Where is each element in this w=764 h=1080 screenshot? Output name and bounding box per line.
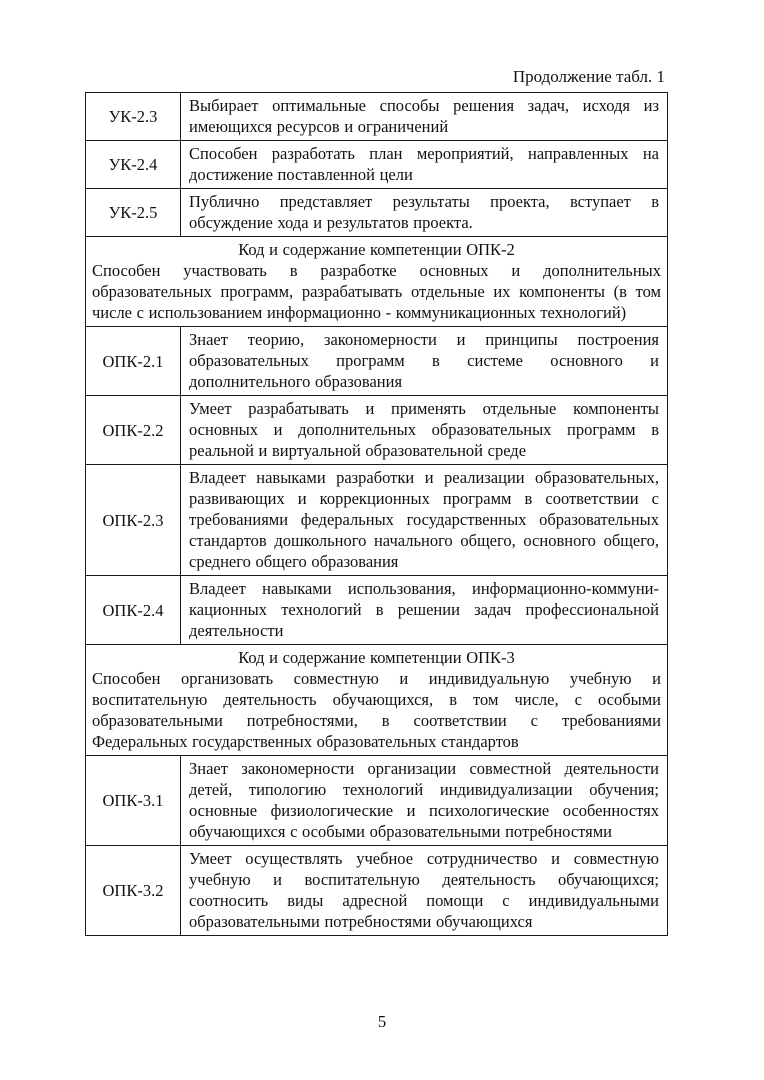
competency-description: Умеет разрабатывать и применять отдельные компоненты основных и дополнительных образовательных программ в реальной и виртуальной образовательной среде: [181, 396, 668, 465]
table-row-uk-2-4: [86, 141, 668, 189]
competency-table: [85, 92, 668, 936]
competency-description: Публично представляет результаты проекта, вступает в обсуждение хода и результатов проекта.: [181, 189, 668, 237]
section-body: Способен участвовать в разработке основных и дополнительных образовательных программ, разрабатывать отдельные их компоненты (в том числе с использованием информационно - коммуникационных технологий): [92, 261, 661, 322]
competency-description: Знает теорию, закономерности и принципы построения образовательных программ в системе основного и дополнительного образования: [181, 327, 668, 396]
table-row-opk-3-2: [86, 846, 668, 936]
competency-code: ОПК-2.1: [86, 327, 181, 396]
competency-description: Выбирает оптимальные способы решения задач, исходя из имеющихся ресурсов и ограничений: [181, 93, 668, 141]
table-row-uk-2-5: [86, 189, 668, 237]
table-row-opk-2-2: [86, 396, 668, 465]
table-row-opk-2-4: [86, 576, 668, 645]
competency-code: ОПК-2.3: [86, 465, 181, 576]
table-row-opk-2-1: [86, 327, 668, 396]
section-body: Способен организовать совместную и индивидуальную учебную и воспитательную деятельность обучающихся, в том числе, с особыми образовательными потребностями, в соответствии с требованиями Федеральных государственных образовательных стандартов: [92, 669, 661, 751]
competency-description: Знает закономерности организации совместной деятельности детей, типологию технологий индивидуализации обучения; основные физиологические и психологические особенностях обучающихся с особыми образовательными потребностями: [181, 756, 668, 846]
competency-code: ОПК-3.2: [86, 846, 181, 936]
table-row-opk-2-3: [86, 465, 668, 576]
section-title: Код и содержание компетенции ОПК-2: [238, 240, 515, 259]
section-title: Код и содержание компетенции ОПК-3: [238, 648, 515, 667]
section-row-opk-2: [86, 237, 668, 327]
table-row-opk-3-1: [86, 756, 668, 846]
competency-code: УК-2.4: [86, 141, 181, 189]
competency-description: Умеет осуществлять учебное сотрудничество и совместную учебную и воспитательную деятельность обучающихся; соотносить виды адресной помощи с индивидуальными образовательными потребностями обучающихся: [181, 846, 668, 936]
competency-description: Владеет навыками разработки и реализации образовательных, развивающих и коррекционных программ в соответствии с требованиями федеральных государственных образовательных стандартов дошкольного начального общего, основного общего, среднего общего образования: [181, 465, 668, 576]
section-cell: [86, 645, 668, 756]
table-row-uk-2-3: [86, 93, 668, 141]
competency-description: Способен разработать план мероприятий, направленных на достижение поставленной цели: [181, 141, 668, 189]
competency-code: УК-2.3: [86, 93, 181, 141]
page-number: 5: [377, 1012, 387, 1031]
competency-code: ОПК-2.4: [86, 576, 181, 645]
competency-code: УК-2.5: [86, 189, 181, 237]
competency-description: Владеет навыками использования, информационно-коммуни-кационных технологий в решении задач профессиональной деятельности: [181, 576, 668, 645]
section-row-opk-3: [86, 645, 668, 756]
section-cell: [86, 237, 668, 327]
table-continuation-caption: Продолжение табл. 1: [512, 67, 665, 86]
competency-code: ОПК-3.1: [86, 756, 181, 846]
page-content: [85, 66, 667, 936]
competency-code: ОПК-2.2: [86, 396, 181, 465]
